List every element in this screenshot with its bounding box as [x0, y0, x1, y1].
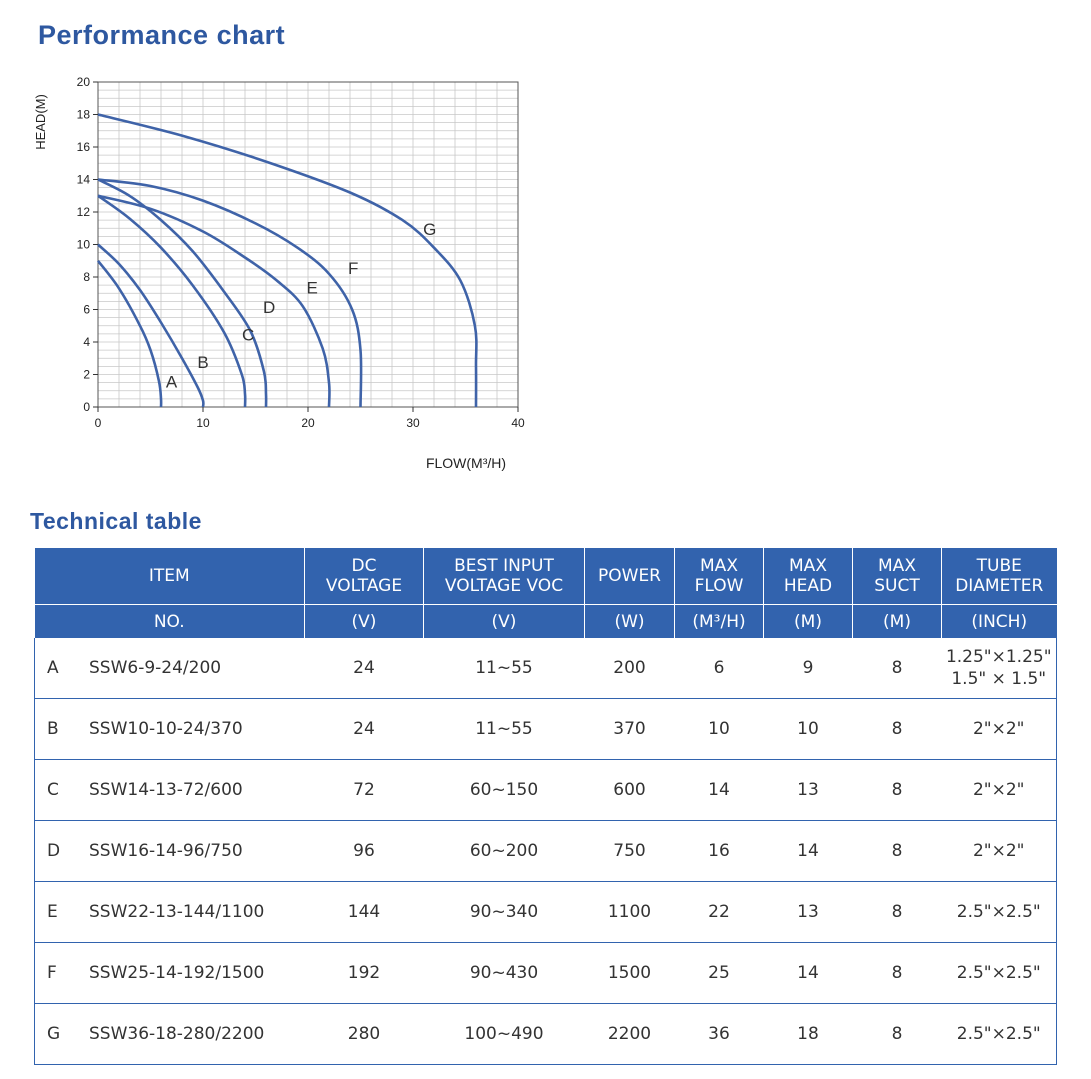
max-head-cell: 10: [764, 699, 853, 760]
max-head-cell: 14: [764, 821, 853, 882]
item-letter: F: [47, 963, 57, 983]
tube-diameter-cell: [942, 699, 1057, 760]
max-suct-cell: 8: [853, 1004, 942, 1065]
x-tick-label: 40: [511, 416, 525, 430]
curve-label-b: B: [197, 353, 209, 372]
table-row: [35, 699, 1057, 760]
item-cell: [35, 821, 305, 882]
table-header-row: [35, 548, 1057, 605]
item-letter: A: [47, 658, 59, 678]
power-cell: 1100: [585, 882, 675, 943]
y-tick-label: 16: [76, 140, 90, 154]
header-cell: [764, 548, 853, 605]
header-cell: [305, 548, 424, 605]
header-cell: [585, 548, 675, 605]
tube-diameter-value: 2"×2": [972, 719, 1025, 739]
max-suct-cell: 8: [853, 821, 942, 882]
unit-cell: (M): [764, 605, 853, 639]
y-tick-label: 4: [83, 335, 90, 349]
x-tick-label: 30: [406, 416, 420, 430]
header-cell: [853, 548, 942, 605]
header-text: POWER: [598, 566, 661, 586]
max-flow-cell: 16: [675, 821, 764, 882]
dc-voltage-cell: 24: [305, 638, 424, 699]
best-input-cell: 60~200: [424, 821, 585, 882]
table-body: [35, 638, 1057, 1065]
curve-label-f: F: [347, 258, 359, 278]
curve-label-g: G: [423, 219, 437, 239]
curve-label-d: D: [263, 297, 276, 317]
dc-voltage-cell: 144: [305, 882, 424, 943]
header-text: DC: [351, 556, 377, 576]
item-cell: [35, 638, 305, 699]
tube-diameter-cell: [942, 638, 1057, 699]
max-head-cell: 18: [764, 1004, 853, 1065]
y-tick-label: 18: [76, 107, 90, 122]
technical-table-title: Technical table: [30, 508, 202, 534]
dc-voltage-cell: 72: [305, 760, 424, 821]
table-unit-row: [35, 605, 1057, 639]
tube-diameter-value: 2.5"×2.5": [956, 963, 1041, 983]
dc-voltage-cell: 24: [305, 699, 424, 760]
tube-diameter-cell: [942, 882, 1057, 943]
unit-cell: NO.: [35, 605, 305, 639]
y-axis-label: HEAD(M): [33, 94, 48, 150]
max-flow-cell: 25: [675, 943, 764, 1004]
item-cell: [35, 760, 305, 821]
tube-diameter-value: 2.5"×2.5": [956, 1024, 1041, 1044]
item-letter: G: [47, 1024, 61, 1044]
item-letter: C: [47, 780, 59, 800]
item-cell: [35, 699, 305, 760]
header-cell: [942, 548, 1057, 605]
max-suct-cell: 8: [853, 882, 942, 943]
unit-cell: (W): [585, 605, 675, 639]
best-input-cell: 11~55: [424, 638, 585, 699]
max-flow-cell: 22: [675, 882, 764, 943]
y-tick-label: 2: [83, 367, 90, 382]
header-text: BEST INPUT: [454, 556, 554, 576]
x-tick-label: 0: [94, 416, 102, 430]
dc-voltage-cell: 280: [305, 1004, 424, 1065]
header-text: MAX: [878, 556, 916, 576]
x-tick-label: 20: [301, 416, 315, 430]
max-suct-cell: 8: [853, 943, 942, 1004]
max-head-cell: 9: [764, 638, 853, 699]
header-text: SUCT: [874, 576, 920, 596]
tube-diameter-value: 1.5" × 1.5": [951, 669, 1047, 689]
power-cell: 200: [585, 638, 675, 699]
max-flow-cell: 10: [675, 699, 764, 760]
item-model: SSW22-13-144/1100: [89, 902, 265, 922]
power-cell: 370: [585, 699, 675, 760]
tube-diameter-value: 2.5"×2.5": [956, 902, 1041, 922]
item-cell: [35, 1004, 305, 1065]
table-row: [35, 943, 1057, 1004]
item-model: SSW16-14-96/750: [89, 841, 243, 861]
y-tick-label: 12: [76, 205, 90, 219]
x-axis-label: FLOW(M³/H): [425, 455, 507, 471]
item-model: SSW6-9-24/200: [89, 658, 222, 678]
curve-label-c: C: [242, 325, 255, 345]
header-text: HEAD: [783, 576, 833, 596]
performance-chart-title: Performance chart: [38, 20, 286, 50]
dc-voltage-cell: 192: [305, 943, 424, 1004]
best-input-cell: 11~55: [424, 699, 585, 760]
table-row: [35, 760, 1057, 821]
header-text: FLOW: [694, 576, 744, 596]
item-model: SSW36-18-280/2200: [89, 1024, 265, 1044]
max-flow-cell: 14: [675, 760, 764, 821]
header-cell: [424, 548, 585, 605]
table-row: [35, 821, 1057, 882]
power-cell: 1500: [585, 943, 675, 1004]
max-head-cell: 13: [764, 882, 853, 943]
max-head-cell: 14: [764, 943, 853, 1004]
curve-label-e: E: [306, 278, 318, 298]
tube-diameter-cell: [942, 821, 1057, 882]
item-model: SSW25-14-192/1500: [89, 963, 265, 983]
max-flow-cell: 6: [675, 638, 764, 699]
technical-table: [34, 548, 1057, 1065]
best-input-cell: 90~340: [424, 882, 585, 943]
unit-cell: (M): [853, 605, 942, 639]
y-tick-label: 14: [76, 172, 90, 187]
tube-diameter-value: 1.25"×1.25": [945, 647, 1052, 667]
item-cell: [35, 882, 305, 943]
item-model: SSW14-13-72/600: [89, 780, 243, 800]
header-text: TUBE: [976, 556, 1022, 576]
power-cell: 750: [585, 821, 675, 882]
item-letter: B: [47, 719, 59, 739]
curve-label-a: A: [165, 372, 178, 392]
header-cell: [675, 548, 764, 605]
max-flow-cell: 36: [675, 1004, 764, 1065]
table-row: [35, 1004, 1057, 1065]
tube-diameter-cell: [942, 943, 1057, 1004]
best-input-cell: 60~150: [424, 760, 585, 821]
table-row: [35, 882, 1057, 943]
header-text: ITEM: [148, 566, 190, 586]
header-text: VOLTAGE: [325, 576, 403, 596]
power-cell: 2200: [585, 1004, 675, 1065]
max-suct-cell: 8: [853, 699, 942, 760]
x-tick-label: 10: [196, 416, 210, 430]
item-letter: D: [47, 841, 61, 861]
tube-diameter-value: 2"×2": [972, 841, 1025, 861]
header-text: MAX: [789, 556, 827, 576]
power-cell: 600: [585, 760, 675, 821]
y-tick-label: 6: [83, 302, 90, 317]
tube-diameter-cell: [942, 1004, 1057, 1065]
item-letter: E: [47, 902, 58, 922]
header-text: VOLTAGE VOC: [444, 576, 564, 596]
performance-chart: [20, 60, 540, 485]
performance-chart-svg: [20, 60, 540, 480]
max-suct-cell: 8: [853, 760, 942, 821]
header-text: MAX: [700, 556, 738, 576]
unit-cell: (INCH): [942, 605, 1057, 639]
header-cell: [35, 548, 305, 605]
tube-diameter-value: 2"×2": [972, 780, 1025, 800]
dc-voltage-cell: 96: [305, 821, 424, 882]
y-tick-label: 8: [83, 270, 90, 284]
item-cell: [35, 943, 305, 1004]
item-model: SSW10-10-24/370: [89, 719, 243, 739]
unit-cell: (M³/H): [675, 605, 764, 639]
table-row: [35, 638, 1057, 699]
y-tick-label: 20: [76, 75, 90, 89]
y-tick-label: 0: [83, 400, 90, 414]
unit-cell: (V): [305, 605, 424, 639]
y-tick-label: 10: [76, 237, 90, 252]
tube-diameter-cell: [942, 760, 1057, 821]
max-suct-cell: 8: [853, 638, 942, 699]
best-input-cell: 90~430: [424, 943, 585, 1004]
best-input-cell: 100~490: [424, 1004, 585, 1065]
unit-cell: (V): [424, 605, 585, 639]
max-head-cell: 13: [764, 760, 853, 821]
header-text: DIAMETER: [955, 576, 1044, 596]
